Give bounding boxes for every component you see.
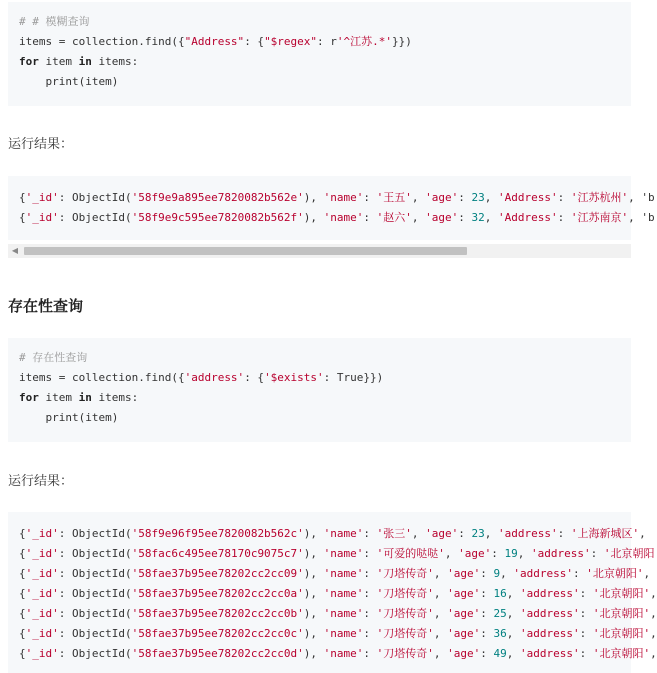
output-line: {'_id': ObjectId('58fae37b95ee78202cc2cc0d'), 'name': '刀塔传奇', 'age': 49, 'address': '北京朝阳',: [19, 647, 657, 660]
horizontal-scrollbar[interactable]: [8, 244, 631, 258]
code-line: print(item): [19, 411, 119, 424]
output-line: {'_id': ObjectId('58f9e9c595ee7820082b562f'), 'name': '赵六', 'age': 32, 'Address': '江苏南京', 'b: [19, 211, 655, 224]
code-line: items = collection.find({'address': {'$exists': True}}): [19, 371, 384, 384]
result-label: 运行结果：: [8, 137, 74, 152]
output-line: {'_id': ObjectId('58fae37b95ee78202cc2cc09'), 'name': '刀塔传奇', 'age': 9, 'address': '北京朝阳',: [19, 567, 651, 580]
section-heading: 存在性查询: [8, 297, 84, 315]
output-block-exists: [8, 512, 657, 673]
code-line: for item in items:: [19, 55, 139, 68]
code-block-exists-query: [8, 338, 631, 442]
scroll-left-icon[interactable]: ◀: [11, 246, 19, 255]
code-line: items = collection.find({"Address": {"$regex": r'^江苏.*'}}): [19, 35, 412, 48]
code-line: for item in items:: [19, 391, 139, 404]
code-line: print(item): [19, 75, 119, 88]
output-line: {'_id': ObjectId('58fae37b95ee78202cc2cc0c'), 'name': '刀塔传奇', 'age': 36, 'address': '北京朝阳',: [19, 627, 657, 640]
output-line: {'_id': ObjectId('58f9e96f95ee7820082b562c'), 'name': '张三', 'age': 23, 'address': '上海新城区',: [19, 527, 646, 540]
output-line: {'_id': ObjectId('58fae37b95ee78202cc2cc0a'), 'name': '刀塔传奇', 'age': 16, 'address': '北京朝阳',: [19, 587, 657, 600]
result-label: 运行结果：: [8, 474, 74, 489]
code-comment: # # 模糊查询: [19, 15, 90, 28]
output-line: {'_id': ObjectId('58fae37b95ee78202cc2cc0b'), 'name': '刀塔传奇', 'age': 25, 'address': '北京朝阳',: [19, 607, 657, 620]
output-line: {'_id': ObjectId('58f9e9a895ee7820082b562e'), 'name': '王五', 'age': 23, 'Address': '江苏杭州', 'b: [19, 191, 655, 204]
code-block-fuzzy-query: [8, 2, 631, 106]
output-block-fuzzy: [8, 176, 655, 240]
code-comment: # 存在性查询: [19, 351, 88, 364]
output-line: {'_id': ObjectId('58fac6c495ee78170c9075c7'), 'name': '可爱的哒哒', 'age': 19, 'address': '北京朝阳: [19, 547, 655, 560]
scroll-thumb[interactable]: [24, 247, 467, 255]
